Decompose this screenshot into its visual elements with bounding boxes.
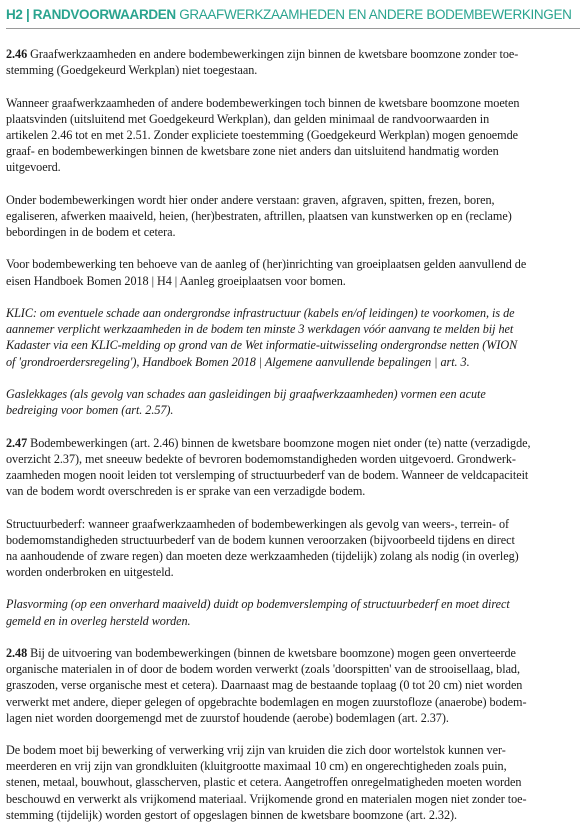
- body-paragraph: [6, 516, 580, 581]
- body-paragraph: [6, 95, 580, 176]
- text-line-content: van de bodem wordt overschreden is er sprake van een verzadigde bodem.: [6, 484, 366, 499]
- article-paragraph: [6, 46, 580, 78]
- article-number: 2.47: [6, 435, 28, 450]
- body-paragraph: [6, 192, 580, 240]
- text-line-content: Kadaster via een KLIC-melding op grond van de Wet informatie-uitwisseling ondergrondse netten (WION: [6, 338, 518, 353]
- text-line-content: bebordingen in de bodem et cetera.: [6, 225, 176, 239]
- text-line-content: beschouwd en verwerkt als vrijkomend materiaal. Vrijkomende grond en materialen mogen niet zonder toe-: [6, 791, 527, 806]
- text-line-content: Plasvorming (op een onverhard maaiveld) duidt op bodemverslemping of structuurbederf en moet direct: [6, 597, 510, 612]
- text-line-content: Wanneer graafwerkzaamheden of andere bodembewerkingen toch binnen de kwetsbare boomzone moeten: [6, 95, 520, 110]
- text-line-content: of 'grondroerdersregeling'), Handboek Bomen 2018 | Algemene aanvullende bepalingen | art. 3.: [6, 354, 470, 369]
- text-line-content: lagen niet worden doorgemengd met de zuurstof houdende (aerobe) bodemlagen (art. 2.37).: [6, 710, 449, 725]
- text-line: [6, 613, 580, 629]
- section-header-number: H2 | RANDVOORWAARDEN: [6, 7, 176, 22]
- text-line-content: bedreiging voor bomen (art. 2.57).: [6, 403, 174, 418]
- text-line: [6, 742, 580, 758]
- text-line: [6, 402, 580, 418]
- document-page: [6, 6, 580, 839]
- text-line-content: gemeld en in overleg hersteld worden.: [6, 613, 191, 628]
- text-line-content: stenen, metaal, bouwhout, glasscherven, plastic et cetera. Aangetroffen onregelmatigheden moeten worden: [6, 775, 522, 790]
- text-line-content: Voor bodembewerking ten behoeve van de aanleg of (her)inrichting van groeiplaatsen gelden aanvullend de: [6, 257, 527, 272]
- text-line: [6, 208, 580, 224]
- text-line-content: bodemomstandigheden structuurbederf van de bodem kunnen veroorzaken (bijvoorbeeld tijdens en direct: [6, 532, 515, 547]
- note-paragraph: [6, 305, 580, 370]
- text-line: [6, 516, 580, 532]
- text-line-content: Bodembewerkingen (art. 2.46) binnen de kwetsbare boomzone mogen niet onder (te) natte (verzadigde,: [27, 435, 531, 450]
- text-line: [6, 661, 580, 677]
- article-number: 2.48: [6, 646, 28, 661]
- text-line: [6, 677, 580, 693]
- text-line-content: uitgevoerd.: [6, 160, 61, 175]
- text-line-content: egaliseren, afwerken maaiveld, heien, (her)bestraten, aftrillen, plaatsen van kunstwerken op en (reclame): [6, 208, 512, 223]
- text-line: [6, 483, 580, 499]
- article-number: 2.46: [6, 47, 28, 61]
- text-line-content: aannemer verplicht werkzaamheden in de bodem ten minste 3 werkdagen vóór aanvang te melden bij het: [6, 322, 514, 337]
- text-line-content: overzicht 2.37), met sneeuw bedekte of bevroren bodemomstandigheden worden uitgevoerd. Grondwerk-: [6, 451, 516, 466]
- text-line: [6, 337, 580, 353]
- text-line: [6, 95, 580, 111]
- text-line-content: graaf- en bodembewerkingen binnen de kwetsbare zone niet anders dan uitsluitend handmatig worden: [6, 144, 499, 159]
- text-line: [6, 645, 580, 661]
- text-line-content: stemming (tijdelijk) worden gestort of opgeslagen binnen de kwetsbare boomzone (art. 2.32).: [6, 807, 458, 822]
- text-line: [6, 354, 580, 370]
- text-line-content: Structuurbederf: wanneer graafwerkzaamheden of bodembewerkingen als gevolg van weers-, terrein- of: [6, 516, 510, 531]
- text-line-content: organische materialen in of door de bodem worden verwerkt (zoals 'doorspitten' van de strooisellaag, blad,: [6, 662, 520, 677]
- text-line: [6, 159, 580, 175]
- text-line-content: verwerkt met andere, dieper gelegen of opgebrachte bodemlagen en mogen zuurstofloze (anaerobe) bodem-: [6, 694, 527, 709]
- text-line: [6, 46, 580, 62]
- text-line: [6, 62, 580, 78]
- text-line: [6, 791, 580, 807]
- text-line: [6, 710, 580, 726]
- text-line: [6, 548, 580, 564]
- text-line: [6, 467, 580, 483]
- text-line-content: artikelen 2.46 tot en met 2.51. Zonder expliciete toestemming (Goedgekeurd Werkplan) mogen genoemde: [6, 127, 518, 142]
- text-line: [6, 694, 580, 710]
- text-line-content: Onder bodembewerkingen wordt hier onder andere verstaan: graven, afgraven, spitten, frezen, boren,: [6, 192, 495, 207]
- text-line: [6, 451, 580, 467]
- article-paragraph: [6, 435, 580, 500]
- text-line: [6, 256, 580, 272]
- document-body: [6, 29, 580, 823]
- text-line-content: De bodem moet bij bewerking of verwerking vrij zijn van kruiden die zich door wortelstok kunnen ver-: [6, 743, 506, 758]
- text-line: [6, 111, 580, 127]
- text-line: [6, 435, 580, 451]
- text-line: [6, 532, 580, 548]
- text-line-content: na aanhoudende of zware regen) dan moeten deze werkzaamheden (tijdelijk) zolang als nodig (in overleg): [6, 548, 519, 563]
- text-line-content: meerderen en vrij zijn van grondkluiten (kluitgrootte maximaal 10 cm) en ongerechtigheden zoals puin,: [6, 759, 507, 774]
- section-header: [6, 6, 580, 29]
- text-line-content: Bij de uitvoering van bodembewerkingen (binnen de kwetsbare boomzone) mogen geen onverteerde: [27, 646, 516, 661]
- article-paragraph: [6, 645, 580, 726]
- body-paragraph: [6, 742, 580, 823]
- text-line-content: KLIC: om eventuele schade aan ondergrondse infrastructuur (kabels en/of leidingen) te voorkomen, is de: [6, 306, 515, 321]
- text-line-content: plaatsvinden (uitsluitend met Goedgekeurd Werkplan), dan gelden minimaal de randvoorwaarden in: [6, 111, 490, 126]
- text-line: [6, 596, 580, 612]
- text-line-content: zaamheden mogen nooit leiden tot verslemping of structuurbederf van de bodem. Wanneer de veldcapaciteit: [6, 467, 529, 482]
- text-line: [6, 224, 580, 240]
- text-line: [6, 273, 580, 289]
- text-line-content: stemming (Goedgekeurd Werkplan) niet toegestaan.: [6, 63, 258, 78]
- text-line-content: Graafwerkzaamheden en andere bodembewerkingen zijn binnen de kwetsbare boomzone zonder toe-: [27, 47, 519, 61]
- note-paragraph: [6, 386, 580, 418]
- section-header-title: GRAAFWERKZAAMHEDEN EN ANDERE BODEMBEWERKINGEN: [179, 7, 572, 22]
- text-line: [6, 192, 580, 208]
- text-line: [6, 758, 580, 774]
- text-line-content: Gaslekkages (als gevolg van schades aan gasleidingen bij graafwerkzaamheden) vormen een acute: [6, 386, 486, 401]
- text-line: [6, 305, 580, 321]
- text-line-content: eisen Handboek Bomen 2018 | H4 | Aanleg groeiplaatsen voor bomen.: [6, 273, 346, 288]
- note-paragraph: [6, 596, 580, 628]
- text-line: [6, 386, 580, 402]
- text-line: [6, 564, 580, 580]
- text-line: [6, 127, 580, 143]
- text-line: [6, 774, 580, 790]
- text-line-content: worden onderbroken en uitgesteld.: [6, 564, 174, 579]
- body-paragraph: [6, 256, 580, 288]
- text-line-content: graszoden, verse organische mest et cetera). Daarnaast mag de bestaande toplaag (0 tot 20 cm) niet worden: [6, 678, 523, 693]
- text-line: [6, 143, 580, 159]
- text-line: [6, 321, 580, 337]
- text-line: [6, 807, 580, 823]
